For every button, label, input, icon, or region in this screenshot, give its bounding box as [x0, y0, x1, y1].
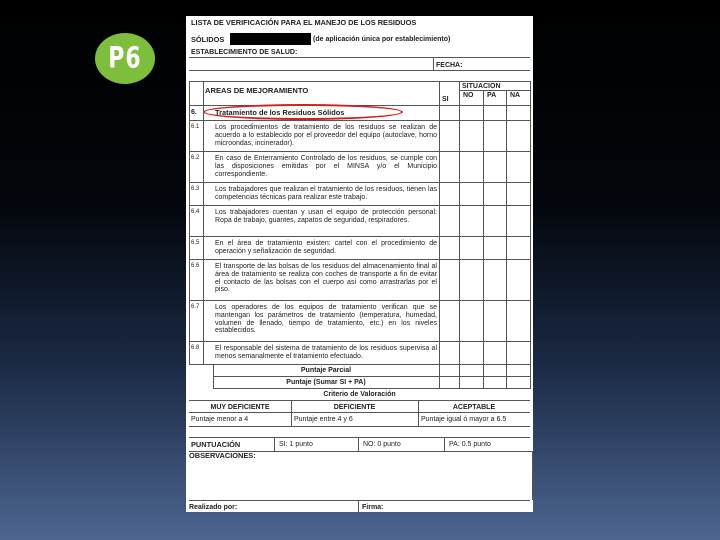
item-text: En caso de Enterramiento Controlado de los residuos, se cumple con las disposiciones emitidas por el MINSA y/o el Municipio correspondiente.	[215, 155, 437, 178]
observaciones-label: OBSERVACIONES:	[189, 451, 256, 460]
red-highlight-oval	[203, 104, 403, 120]
col-na: NA	[510, 92, 521, 99]
section-title: Tratamiento de los Residuos Sólidos	[215, 108, 345, 117]
item-number: 6.4	[191, 209, 200, 215]
range-deficiente: Puntaje entre 4 y 6	[294, 416, 353, 423]
puntuacion-si: SI: 1 punto	[279, 441, 313, 448]
item-text: El responsable del sistema de tratamiento de los residuos supervisa al menos semanalmente el tratamiento efectuado.	[215, 345, 437, 360]
section-number: 6.	[191, 109, 197, 116]
category-muy-deficiente: MUY DEFICIENTE	[210, 404, 270, 411]
firma-label: Firma:	[362, 504, 384, 511]
badge-label: P6	[108, 41, 142, 76]
col-si: SI	[442, 96, 449, 103]
areas-header: AREAS DE MEJORAMIENTO	[205, 86, 309, 95]
item-number: 6.1	[191, 124, 200, 130]
criterio-label: Criterio de Valoración	[323, 391, 396, 398]
form-title-solidos: SÓLIDOS	[191, 35, 225, 44]
form-title: LISTA DE VERIFICACIÓN PARA EL MANEJO DE LOS RESIDUOS	[191, 18, 417, 27]
slide-number-badge	[95, 33, 155, 84]
realizado-label: Realizado por:	[189, 504, 238, 511]
item-text: En el área de tratamiento existen: cartel con el procedimiento de operación y señalización de seguridad.	[215, 240, 437, 255]
fecha-label: FECHA:	[436, 62, 463, 69]
item-number: 6.5	[191, 240, 200, 246]
checklist-document	[186, 16, 533, 512]
observaciones-box	[189, 451, 533, 500]
item-text: Los operadores de los equipos de tratamiento verifican que se mantengan los parámetros de tratamiento (temperatura, humedad, volumen de llenado, tiempo de tratamiento, etc.) en los niveles establecidos.	[215, 304, 437, 335]
puntaje-total-label: Puntaje (Sumar SI + PA)	[286, 379, 366, 386]
establecimiento-label: ESTABLECIMIENTO DE SALUD:	[191, 49, 298, 56]
category-aceptable: ACEPTABLE	[452, 404, 496, 411]
col-no: NO	[463, 92, 474, 99]
item-number: 6.2	[191, 155, 200, 161]
item-text: El transporte de las bolsas de los residuos del almacenamiento final al área de tratamiento se realiza con coches de transporte a fin de evitar el contacto de las bolsas con el cuerpo así como arrastrarlas por el piso.	[215, 263, 437, 294]
category-deficiente: DEFICIENTE	[333, 404, 376, 411]
puntuacion-pa: PA: 0.5 punto	[449, 441, 491, 448]
puntaje-parcial-label: Puntaje Parcial	[300, 367, 352, 374]
form-title-note: (de aplicación única por establecimiento)	[313, 36, 451, 43]
item-text: Los procedimientos de tratamiento de los residuos se realizan de acuerdo a lo establecido por el proveedor del equipo (autoclave, horno microondas, incinerador).	[215, 124, 437, 147]
item-number: 6.6	[191, 263, 200, 269]
item-text: Los trabajadores cuentan y usan el equipo de protección personal: Ropa de trabajo, guantes, zapatos de seguridad, respiradores.	[215, 209, 437, 224]
puntuacion-label: PUNTUACIÓN	[191, 440, 241, 449]
item-number: 6.7	[191, 304, 200, 310]
situacion-header: SITUACION	[462, 83, 501, 90]
puntuacion-no: NO: 0 punto	[363, 441, 401, 448]
item-text: Los trabajadores que realizan el tratamiento de los residuos, tienen las competencias técnicas para realizar este trabajo.	[215, 186, 437, 201]
item-number: 6.8	[191, 345, 200, 351]
range-muy-deficiente: Puntaje menor a 4	[191, 416, 249, 423]
redaction-bar	[230, 33, 311, 45]
item-number: 6.3	[191, 186, 200, 192]
range-aceptable: Puntaje igual ó mayor a 6.5	[421, 416, 507, 423]
col-pa: PA	[487, 92, 497, 99]
